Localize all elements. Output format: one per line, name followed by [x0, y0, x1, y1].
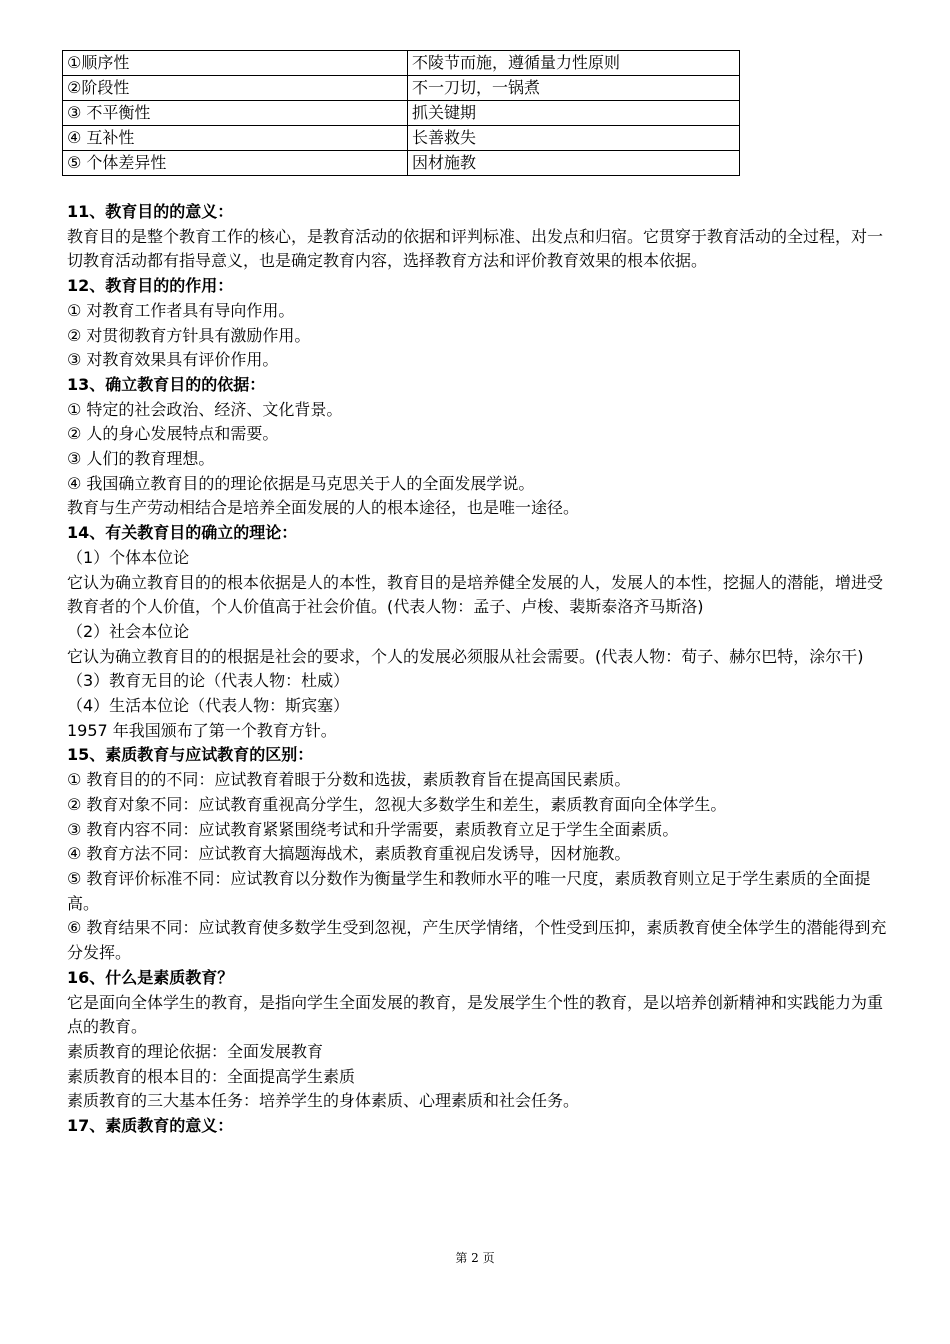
paragraph: （3）教育无目的论（代表人物：杜威）: [67, 671, 350, 691]
principle-cell: 不一刀切，一锅煮: [408, 76, 740, 101]
paragraph: ② 人的身心发展特点和需要。: [67, 424, 279, 444]
paragraph: ① 教育目的的不同：应试教育着眼于分数和选拔，素质教育旨在提高国民素质。: [67, 770, 631, 790]
principle-cell: 不陵节而施，遵循量力性原则: [408, 51, 740, 76]
trait-cell: ④ 互补性: [63, 126, 408, 151]
paragraph: 素质教育的三大基本任务：培养学生的身体素质、心理素质和社会任务。: [67, 1091, 580, 1111]
section-heading: 11、教育目的的意义：: [67, 202, 234, 221]
paragraph: 它认为确立教育目的的根据是社会的要求，个人的发展必须服从社会需要。(代表人物：荀子、赫尔巴特，涂尔干): [67, 646, 864, 666]
page-number: 第 2 页: [455, 1251, 495, 1265]
table-row: [63, 151, 740, 176]
paragraph: ① 对教育工作者具有导向作用。: [67, 300, 295, 320]
principle-cell: 抓关键期: [408, 101, 740, 126]
paragraph: ⑤ 教育评价标准不同：应试教育以分数作为衡量学生和教师水平的唯一尺度，素质教育则立足于学生素质的全面提高。: [67, 868, 871, 913]
paragraph: 素质教育的根本目的：全面提高学生素质: [67, 1066, 356, 1086]
trait-cell: ③ 不平衡性: [63, 101, 408, 126]
paragraph: 教育与生产劳动相结合是培养全面发展的人的根本途径，也是唯一途径。: [67, 498, 580, 518]
section-heading: 12、教育目的的作用：: [67, 276, 234, 296]
paragraph: ③ 教育内容不同：应试教育紧紧围绕考试和升学需要，素质教育立足于学生全面素质。: [67, 819, 679, 839]
table-row: [63, 76, 740, 101]
principle-cell: 因材施教: [408, 151, 740, 176]
paragraph: 它是面向全体学生的教育，是指向学生全面发展的教育，是发展学生个性的教育，是以培养创新精神和实践能力为重点的教育。: [67, 992, 884, 1037]
table-row: [63, 51, 740, 76]
paragraph: ② 教育对象不同：应试教育重视高分学生，忽视大多数学生和差生，素质教育面向全体学生。: [67, 794, 727, 814]
section-heading: 13、确立教育目的的依据：: [67, 374, 266, 394]
section-heading: 17、素质教育的意义：: [67, 1116, 234, 1136]
paragraph: ② 对贯彻教育方针具有激励作用。: [67, 325, 311, 345]
paragraph: ③ 人们的教育理想。: [67, 449, 215, 469]
section-heading: 14、有关教育目的确立的理论：: [67, 523, 298, 543]
section-heading: 15、素质教育与应试教育的区别：: [67, 745, 314, 765]
principle-cell: 长善救失: [408, 126, 740, 151]
table-row: [63, 126, 740, 151]
trait-cell: ②阶段性: [63, 76, 408, 101]
principles-table: [62, 50, 740, 176]
paragraph: 1957 年我国颁布了第一个教育方针。: [67, 720, 337, 740]
paragraph: （1）个体本位论: [67, 547, 190, 567]
table-row: [63, 101, 740, 126]
paragraph: ④ 教育方法不同：应试教育大搞题海战术，素质教育重视启发诱导，因材施教。: [67, 844, 631, 864]
trait-cell: ①顺序性: [63, 51, 408, 76]
paragraph: ① 特定的社会政治、经济、文化背景。: [67, 399, 343, 419]
paragraph: ③ 对教育效果具有评价作用。: [67, 350, 279, 370]
paragraph: （2）社会本位论: [67, 621, 190, 641]
paragraph: 它认为确立教育目的的根本依据是人的本性，教育目的是培养健全发展的人，发展人的本性，挖掘人的潜能，增进受教育者的个人价值，个人价值高于社会价值。(代表人物：孟子、卢梭、裴斯泰洛齐马斯洛): [67, 572, 884, 617]
paragraph: ⑥ 教育结果不同：应试教育使多数学生受到忽视，产生厌学情绪，个性受到压抑，素质教育使全体学生的潜能得到充分发挥。: [67, 918, 887, 963]
paragraph: 教育目的是整个教育工作的核心，是教育活动的依据和评判标准、出发点和归宿。它贯穿于教育活动的全过程，对一切教育活动都有指导意义，也是确定教育内容，选择教育方法和评价教育效果的根本依据。: [67, 226, 884, 271]
paragraph: （4）生活本位论（代表人物：斯宾塞）: [67, 696, 350, 716]
paragraph: 素质教育的理论依据：全面发展教育: [67, 1041, 324, 1061]
section-heading: 16、什么是素质教育？: [67, 967, 234, 987]
document-body: [67, 200, 887, 1139]
paragraph: ④ 我国确立教育目的的理论依据是马克思关于人的全面发展学说。: [67, 473, 535, 493]
trait-cell: ⑤ 个体差异性: [63, 151, 408, 176]
